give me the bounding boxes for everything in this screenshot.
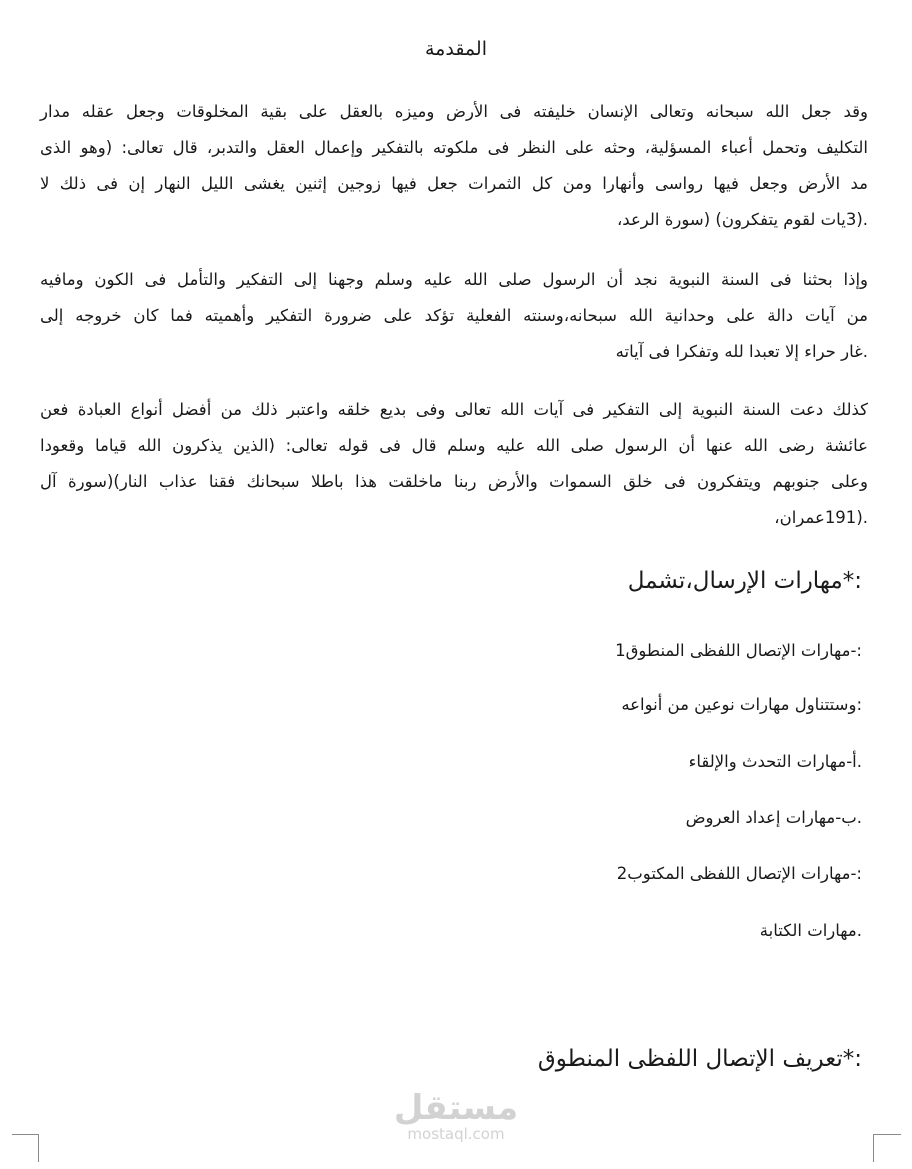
section-heading-sending-skills: :*مهارات الإرسال،تشمل bbox=[627, 568, 862, 594]
paragraph-line: وعلى جنوبهم ويتفكرون فى خلق السموات والأرض ربنا ماخلقت هذا باطلا سبحانك فقنا عذاب النار)(سورة آل bbox=[40, 472, 868, 491]
paragraph-line: .(191عمران، bbox=[774, 508, 868, 527]
list-item: :-مهارات الإتصال اللفظى المكتوب2 bbox=[616, 864, 862, 883]
watermark-logo: مستقل bbox=[393, 1088, 519, 1128]
crop-mark-right bbox=[873, 1134, 900, 1162]
paragraph-line: التكليف وتحمل أعباء المسؤلية، وحثه على النظر فى ملكوته بالتفكير وإعمال العقل والتدبر، قال تعالى: (وهو الذى bbox=[40, 138, 868, 157]
paragraph-line: مد الأرض وجعل فيها رواسى وأنهارا ومن كل الثمرات جعل فيها زوجين إثنين يغشى الليل النهار إن فى ذلك لا bbox=[40, 174, 868, 193]
paragraph-line: كذلك دعت السنة النبوية إلى التفكير فى آيات الله تعالى وفى بديع خلقه واعتبر ذلك من أفضل أنواع العبادة فعن bbox=[40, 400, 868, 419]
paragraph-line: عائشة رضى الله عنها أن الرسول صلى الله عليه وسلم قال فى قوله تعالى: (الذين يذكرون الله قياما وقعودا bbox=[40, 436, 868, 455]
list-item: .مهارات الكتابة bbox=[759, 921, 862, 940]
list-item: :وستتناول مهارات نوعين من أنواعه bbox=[621, 695, 862, 714]
paragraph-line: وقد جعل الله سبحانه وتعالى الإنسان خليفته فى الأرض وميزه بالعقل على بقية المخلوقات وجعل عقله مدار bbox=[40, 102, 868, 121]
paragraph-2 bbox=[40, 262, 868, 370]
page-title: المقدمة bbox=[424, 38, 487, 60]
list-item: :-مهارات الإتصال اللفظى المنطوق1 bbox=[615, 641, 862, 660]
paragraph-line: .غار حراء إلا تعبدا لله وتفكرا فى آياته bbox=[615, 342, 868, 361]
watermark-url: mostaql.com bbox=[407, 1125, 505, 1143]
crop-mark-left bbox=[12, 1134, 39, 1162]
paragraph-1 bbox=[40, 94, 868, 238]
list-item: .أ-مهارات التحدث والإلقاء bbox=[688, 752, 862, 771]
watermark bbox=[0, 1090, 912, 1142]
paragraph-line: من آيات دالة على وحدانية الله سبحانه،وسنته الفعلية تؤكد على ضرورة التفكير وأهميته فما كان خروجه إلى bbox=[40, 306, 868, 325]
paragraph-line: .(3يات لقوم يتفكرون) (سورة الرعد، bbox=[616, 210, 868, 229]
section-heading-definition: :*تعريف الإتصال اللفظى المنطوق bbox=[537, 1046, 862, 1072]
paragraph-line: وإذا بحثنا فى السنة النبوية نجد أن الرسول صلى الله عليه وسلم وجهنا إلى التفكير والتأمل فى الكون ومافيه bbox=[40, 270, 868, 289]
list-item: .ب-مهارات إعداد العروض bbox=[685, 808, 862, 827]
paragraph-3 bbox=[40, 392, 868, 536]
